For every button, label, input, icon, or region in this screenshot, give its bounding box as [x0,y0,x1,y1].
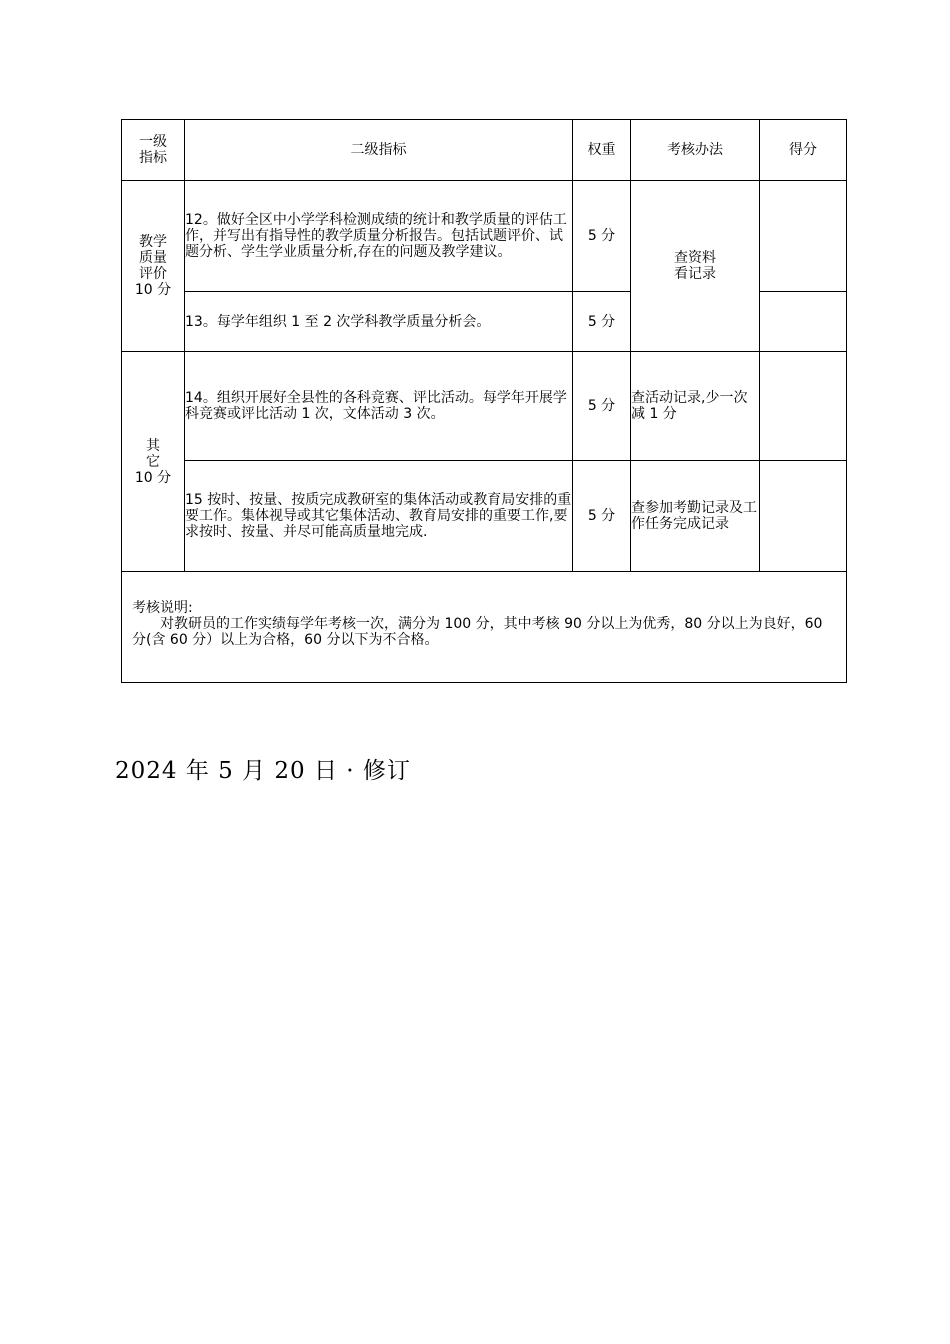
note-title: 考核说明: [132,600,193,616]
method-cell [631,181,760,352]
header-weight: 权重 [573,120,631,181]
note-body: 对教研员的工作实绩每学年考核一次，满分为 100 分，其中考核 90 分以上为优秀，80 分以上为良好，60 分(含 60 分）以上为合格，60 分以下为不合格。 [132,616,823,648]
table-row [122,352,847,461]
method-cell: 查参加考勤记录及工作任务完成记录 [631,461,760,572]
category-label: 其 它 10 分 [134,437,172,486]
evaluation-table [121,119,847,683]
item-text: 14。组织开展好全县性的各科竞赛、评比活动。每学年开展学科竞赛或评比活动 1 次，文体活动 3 次。 [185,352,573,461]
table-row [122,461,847,572]
score-cell[interactable] [760,181,847,292]
score-cell[interactable] [760,352,847,461]
header-level2: 二级指标 [185,120,573,181]
score-cell[interactable] [760,292,847,352]
category-teaching-quality [122,181,185,352]
item-text: 12。做好全区中小学学科检测成绩的统计和教学质量的评估工作，并写出有指导性的教学质量分析报告。包括试题评价、试题分析、学生学业质量分析,存在的问题及教学建议。 [185,181,573,292]
table-header-row [122,120,847,181]
header-level1-text: 一级 指标 [139,134,167,166]
item-text: 13。每学年组织 1 至 2 次学科教学质量分析会。 [185,292,573,352]
item-text: 15 按时、按量、按质完成教研室的集体活动或教育局安排的重要工作。集体视导或其它集体活动、教育局安排的重要工作,要求按时、按量、并尽可能高质量地完成. [185,461,573,572]
assessment-note [122,572,847,683]
item-weight: 5 分 [573,292,631,352]
revision-date: 2024 年 5 月 20 日 · 修订 [115,758,411,784]
item-weight: 5 分 [573,461,631,572]
item-weight: 5 分 [573,352,631,461]
method-cell: 查活动记录,少一次减 1 分 [631,352,760,461]
category-other [122,352,185,572]
method-label: 查资料 看记录 [674,250,716,282]
item-weight: 5 分 [573,181,631,292]
header-level1 [122,120,185,181]
table-row [122,181,847,292]
header-method: 考核办法 [631,120,760,181]
header-score: 得分 [760,120,847,181]
category-label: 教学 质量 评价 10 分 [134,234,172,298]
score-cell[interactable] [760,461,847,572]
table-row [122,572,847,683]
